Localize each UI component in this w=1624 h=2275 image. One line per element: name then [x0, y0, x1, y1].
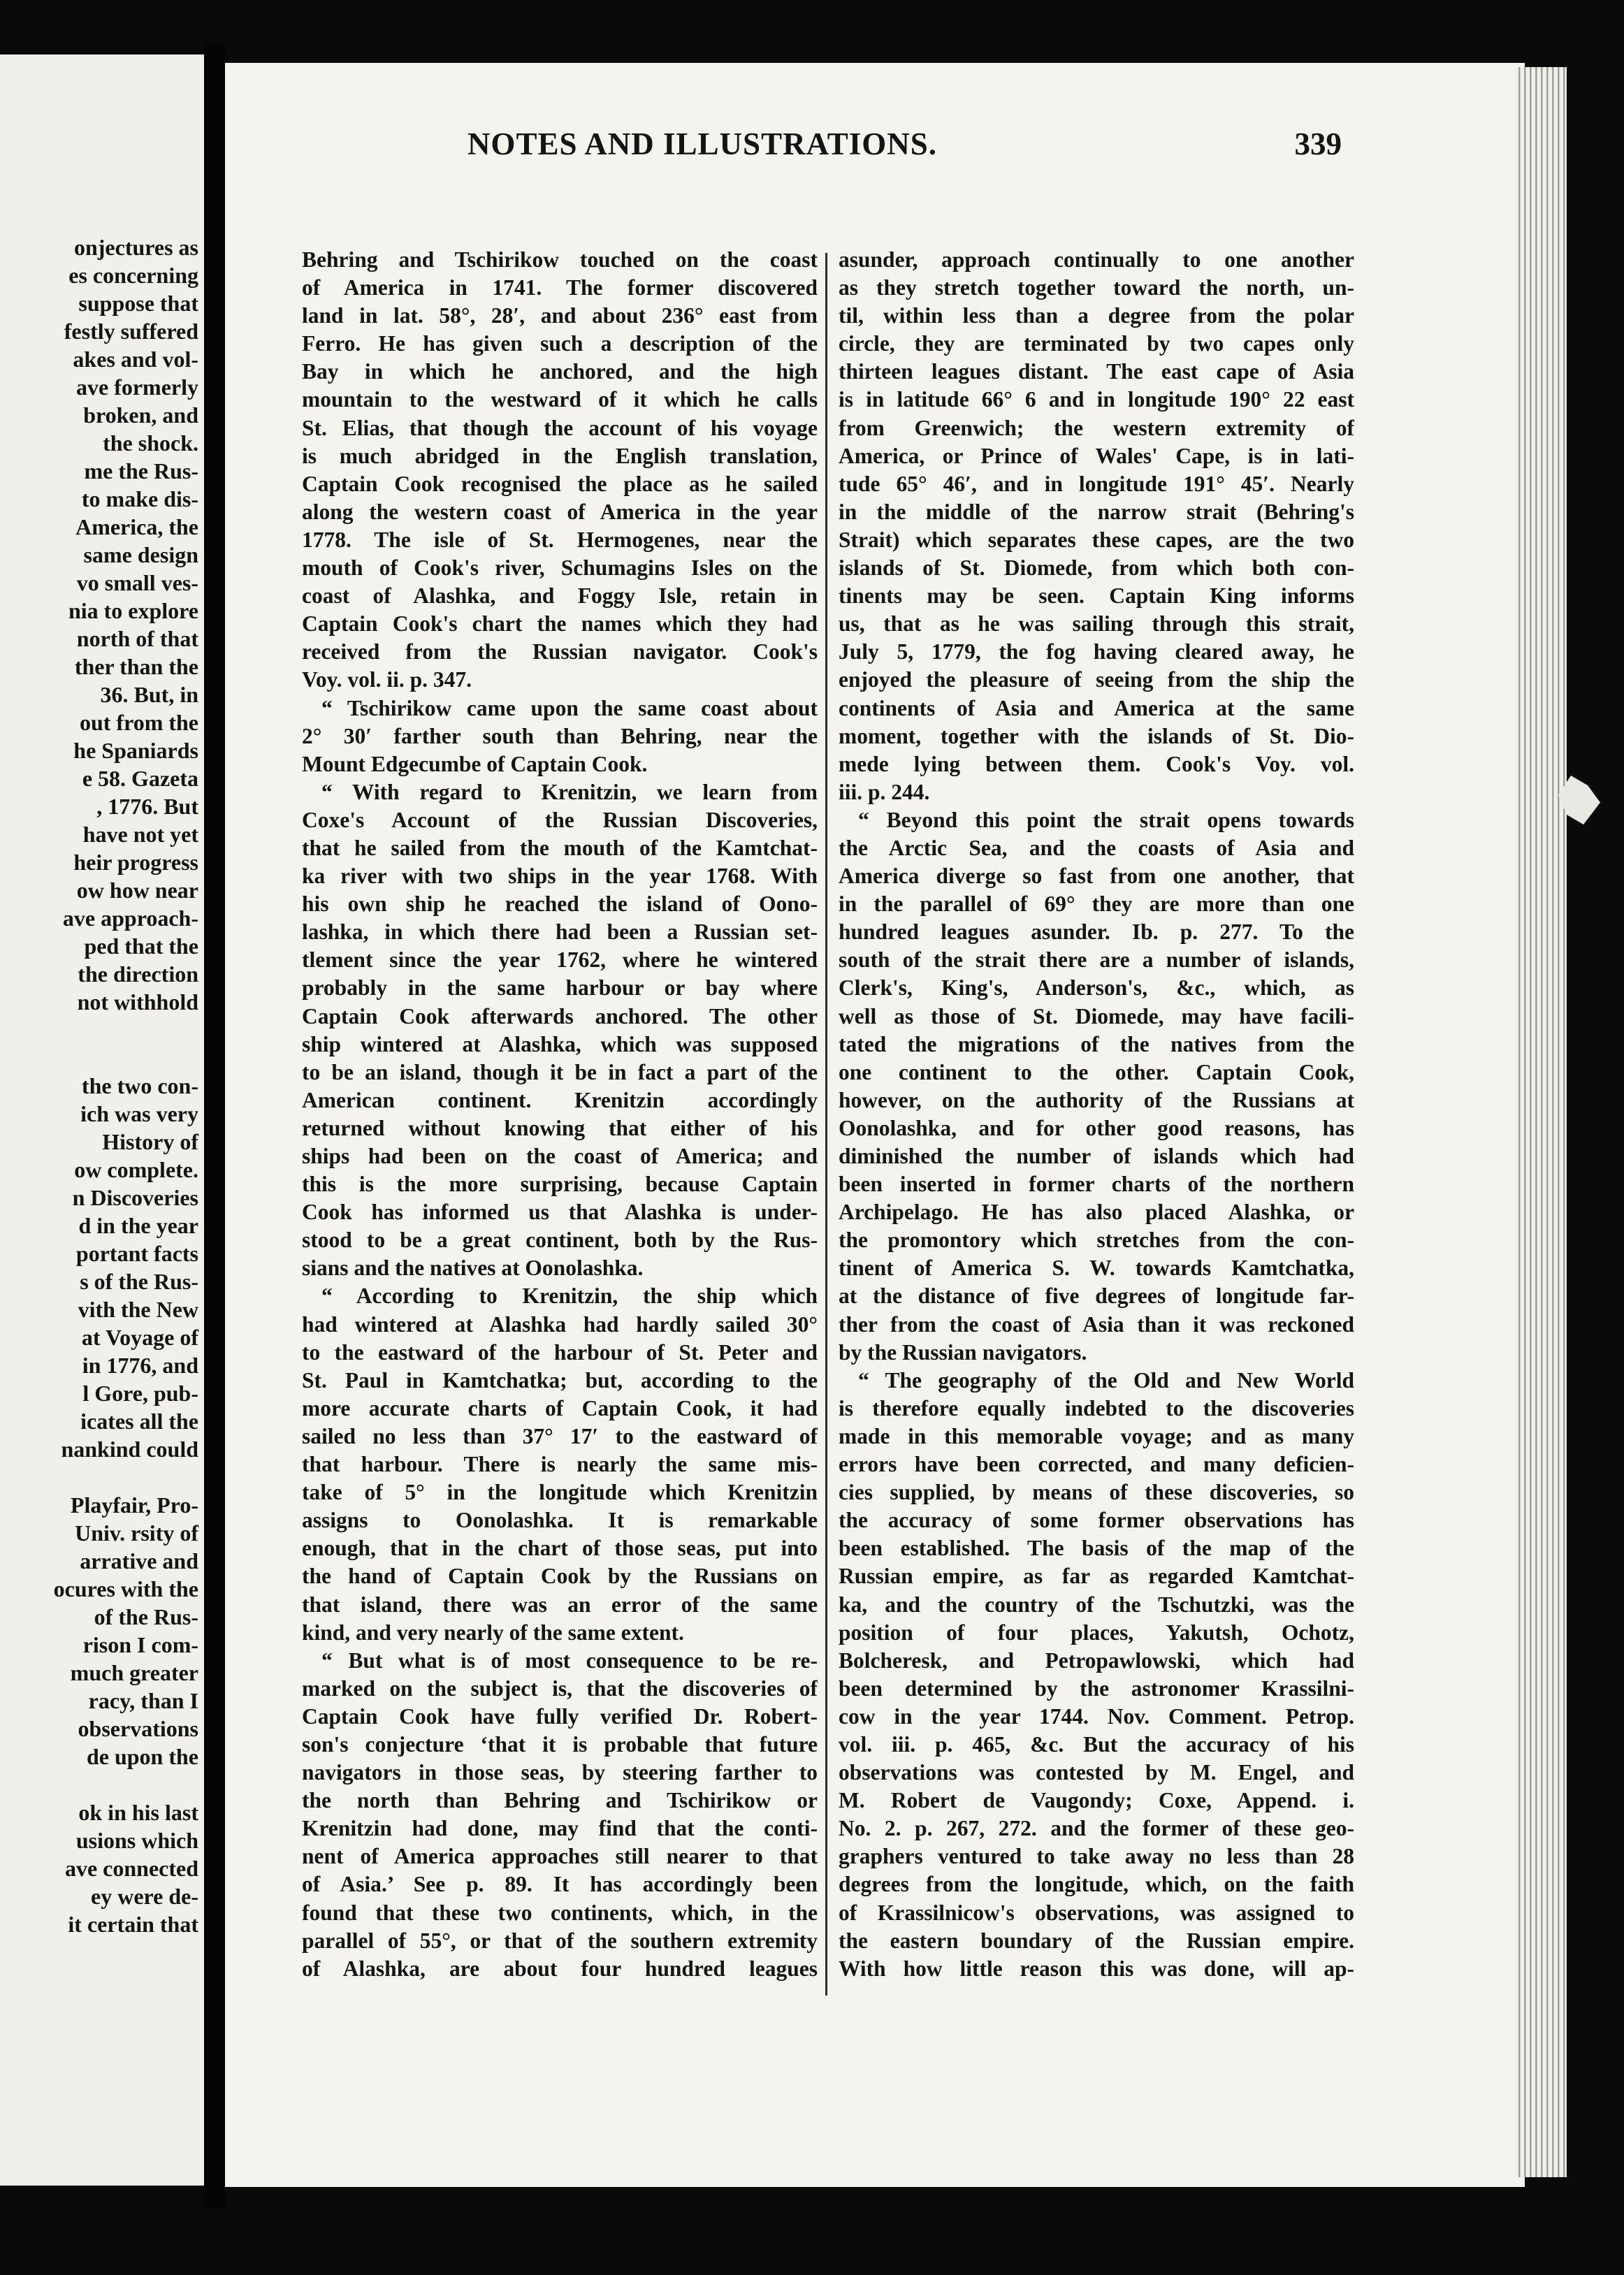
text-line: to the eastward of the harbour of St. Peter and — [302, 1339, 818, 1365]
facing-page-line: ocures with the — [53, 1576, 198, 1601]
text-line: Captain Cook recognised the place as he sailed — [302, 471, 818, 496]
text-line: stood to be a great continent, both by the Rus- — [302, 1228, 818, 1253]
facing-page-line: the two con- — [81, 1073, 198, 1098]
facing-page-line: nankind could — [61, 1437, 198, 1462]
text-line: “ Beyond this point the strait opens towards — [858, 807, 1354, 832]
text-line: mouth of Cook's river, Schumagins Isles on the — [302, 555, 818, 581]
text-line: that he sailed from the mouth of the Kamtchat- — [302, 835, 818, 860]
text-line: Voy. vol. ii. p. 347. — [302, 667, 472, 692]
facing-page-line: onjectures as — [73, 235, 198, 260]
text-line: Coxe's Account of the Russian Discoveries, — [302, 807, 818, 832]
text-line: returned without knowing that either of his — [302, 1115, 818, 1140]
text-line: lashka, in which there had been a Russian set- — [302, 920, 818, 945]
facing-page-line: me the Rus- — [84, 458, 198, 484]
facing-page-line: de upon the — [86, 1744, 198, 1769]
text-line: been established. The basis of the map of the — [839, 1536, 1354, 1561]
text-line: sailed no less than 37° 17′ to the eastward of — [302, 1423, 818, 1448]
text-line: this is the more surprising, because Captain — [302, 1172, 818, 1197]
text-line: America diverge so fast from one another, that — [839, 864, 1354, 889]
page-edges — [1515, 67, 1567, 2177]
text-line: cies supplied, by means of these discoveries, so — [839, 1480, 1354, 1505]
text-line: assigns to Oonolashka. It is remarkable — [302, 1508, 818, 1533]
text-line: however, on the authority of the Russians at — [839, 1087, 1354, 1112]
text-line: tated the migrations of the natives from the — [839, 1031, 1354, 1056]
text-line: of Asia.’ See p. 89. It has accordingly been — [302, 1872, 818, 1897]
text-line: diminished the number of islands which had — [839, 1144, 1354, 1168]
text-line: observations was contested by M. Engel, and — [839, 1760, 1354, 1785]
text-line: graphers ventured to take away no less than 28 — [839, 1844, 1354, 1869]
text-line: St. Elias, that though the account of his voyage — [302, 415, 818, 440]
text-line: ka, and the country of the Tschutzki, was the — [839, 1592, 1354, 1617]
text-line: vol. iii. p. 465, &c. But the accuracy of his — [839, 1731, 1354, 1757]
text-column-right — [839, 246, 1354, 1983]
text-line: of Alashka, are about four hundred leagues — [302, 1956, 818, 1981]
facing-page-text — [0, 233, 198, 1938]
facing-page-line: vith the New — [78, 1297, 198, 1322]
facing-page-line: ow complete. — [74, 1157, 198, 1182]
facing-page-line: ow how near — [76, 878, 198, 903]
facing-page-line: , 1776. But — [96, 794, 198, 819]
facing-page-line: have not yet — [82, 822, 198, 847]
facing-page-line: festly suffered — [64, 319, 198, 344]
text-line: Bay in which he anchored, and the high — [302, 359, 818, 384]
text-line: by the Russian navigators. — [839, 1339, 1087, 1365]
text-line: in the parallel of 69° they are more than one — [839, 892, 1354, 917]
facing-page-line: ave connected — [64, 1856, 198, 1881]
facing-page-line: heir progress — [73, 850, 198, 875]
text-line: kind, and very nearly of the same extent. — [302, 1620, 684, 1645]
facing-page-line: e 58. Gazeta — [82, 766, 198, 791]
facing-page-line: n Discoveries — [72, 1185, 198, 1210]
text-line: ships had been on the coast of America; and — [302, 1144, 818, 1168]
text-line: “ According to Krenitzin, the ship which — [321, 1284, 818, 1309]
facing-page-line: racy, than I — [88, 1688, 198, 1713]
text-line: ship wintered at Alashka, which was supposed — [302, 1031, 818, 1056]
facing-page-line: to make dis- — [81, 486, 198, 511]
facing-page-line: History of — [102, 1129, 198, 1154]
facing-page-line: portant facts — [75, 1241, 198, 1266]
text-line: “ Tschirikow came upon the same coast about — [321, 695, 818, 720]
text-line: til, within less than a degree from the polar — [839, 303, 1354, 328]
text-line: had wintered at Alashka had hardly sailed 30° — [302, 1311, 818, 1337]
text-line: No. 2. p. 267, 272. and the former of these geo- — [839, 1816, 1354, 1841]
text-line: circle, they are terminated by two capes only — [839, 331, 1354, 356]
text-line: Bolcheresk, and Petropawlowski, which had — [839, 1648, 1354, 1673]
text-line: parallel of 55°, or that of the southern extremity — [302, 1928, 818, 1953]
facing-page-line — [0, 1044, 198, 1072]
facing-page-line: out from the — [79, 710, 198, 735]
text-line: the accuracy of some former observations has — [839, 1508, 1354, 1533]
text-line: asunder, approach continually to one another — [839, 247, 1354, 272]
text-line: tude 65° 46′, and in longitude 191° 45′. Nearly — [839, 471, 1354, 496]
text-line: islands of St. Diomede, from which both con- — [839, 555, 1354, 581]
text-line: degrees from the longitude, which, on the faith — [839, 1872, 1354, 1897]
text-line: Captain Cook have fully verified Dr. Robert- — [302, 1703, 818, 1729]
text-line: cow in the year 1744. Nov. Comment. Petrop. — [839, 1703, 1354, 1729]
text-line: continents of Asia and America at the same — [839, 695, 1354, 720]
text-line: land in lat. 58°, 28′, and about 236° east from — [302, 303, 818, 328]
text-line: errors have been corrected, and many deficien- — [839, 1452, 1354, 1477]
text-line: iii. p. 244. — [839, 779, 930, 804]
facing-page-line: arrative and — [80, 1548, 198, 1573]
text-line: found that these two continents, which, in the — [302, 1900, 818, 1925]
text-line: of Krassilnicow's observations, was assigned to — [839, 1900, 1354, 1925]
facing-page-line: not withhold — [77, 989, 198, 1015]
text-line: us, that as he was sailing through this strait, — [839, 611, 1354, 637]
text-line: received from the Russian navigator. Cook's — [302, 639, 818, 664]
facing-page-line: of the Rus- — [94, 1604, 198, 1629]
facing-page-line: l Gore, pub- — [82, 1381, 198, 1406]
text-line: American continent. Krenitzin accordingly — [302, 1087, 818, 1112]
running-head: NOTES AND ILLUSTRATIONS. — [467, 126, 938, 161]
text-line: M. Robert de Vaugondy; Coxe, Append. i. — [839, 1788, 1354, 1813]
facing-page-line: Univ. rsity of — [75, 1520, 198, 1546]
facing-page-line: akes and vol- — [73, 347, 198, 372]
facing-page-line: Playfair, Pro- — [70, 1492, 198, 1518]
text-line: America, or Prince of Wales' Cape, is in lati- — [839, 443, 1354, 468]
text-line: the Arctic Sea, and the coasts of Asia and — [839, 835, 1354, 860]
text-line: Strait) which separates these capes, are the two — [839, 527, 1354, 552]
text-line: sians and the natives at Oonolashka. — [302, 1256, 644, 1281]
text-line: that island, there was an error of the same — [302, 1592, 818, 1617]
text-line: ther from the coast of Asia than it was reckoned — [839, 1311, 1354, 1337]
text-line: is therefore equally indebted to the discoveries — [839, 1395, 1354, 1420]
book-gutter — [204, 42, 225, 2208]
facing-page-line: ey were de- — [91, 1884, 198, 1909]
facing-page-line: icates all the — [80, 1409, 198, 1434]
text-line: from Greenwich; the western extremity of — [839, 415, 1354, 440]
facing-page-line: same design — [83, 542, 198, 567]
text-line: of America in 1741. The former discovered — [302, 275, 818, 300]
text-line: marked on the subject is, that the discoveries of — [302, 1676, 818, 1701]
text-line: probably in the same harbour or bay where — [302, 975, 818, 1001]
text-line: more accurate charts of Captain Cook, it had — [302, 1395, 818, 1420]
text-line: is much abridged in the English translation, — [302, 443, 818, 468]
text-line: enjoyed the pleasure of seeing from the ship the — [839, 667, 1354, 692]
facing-page-line: at Voyage of — [81, 1325, 198, 1350]
facing-page-line: ave formerly — [75, 375, 198, 400]
facing-page-line: much greater — [70, 1660, 198, 1685]
facing-page-line — [0, 1771, 198, 1798]
facing-page-line — [0, 1463, 198, 1491]
text-line: tlement since the year 1762, where he wintered — [302, 947, 818, 973]
text-line: Captain Cook's chart the names which they had — [302, 611, 818, 637]
text-line: hundred leagues asunder. Ib. p. 277. To the — [839, 920, 1354, 945]
page-number: 339 — [1294, 126, 1342, 161]
text-line: son's conjecture ‘that it is probable that future — [302, 1731, 818, 1757]
text-line: tinent of America S. W. towards Kamtchatka, — [839, 1256, 1354, 1281]
text-line: navigators in those seas, by steering farther to — [302, 1760, 818, 1785]
facing-page-line: 36. But, in — [100, 682, 198, 707]
text-line: the eastern boundary of the Russian empire. — [839, 1928, 1354, 1953]
text-line: that harbour. There is nearly the same mis- — [302, 1452, 818, 1477]
facing-page-line: ich was very — [80, 1101, 198, 1126]
text-line: Behring and Tschirikow touched on the coast — [302, 247, 818, 272]
text-line: Captain Cook afterwards anchored. The other — [302, 1003, 818, 1029]
facing-page-line: ther than the — [74, 654, 198, 679]
text-line: Russian empire, as far as regarded Kamtchat- — [839, 1564, 1354, 1589]
facing-page-line: he Spaniards — [73, 738, 198, 763]
facing-page-line: ave approach- — [62, 906, 198, 931]
text-line: made in this memorable voyage; and as many — [839, 1423, 1354, 1448]
text-line: been inserted in former charts of the northern — [839, 1172, 1354, 1197]
text-line: well as those of St. Diomede, may have facili- — [839, 1003, 1354, 1029]
facing-page-line: usions which — [75, 1828, 198, 1853]
text-line: as they stretch together toward the north, un- — [839, 275, 1354, 300]
text-line: tinents may be seen. Captain King informs — [839, 583, 1354, 609]
text-line: Krenitzin had done, may find that the conti- — [302, 1816, 818, 1841]
text-line: at the distance of five degrees of longitude far- — [839, 1284, 1354, 1309]
text-line: moment, together with the islands of St. Dio- — [839, 723, 1354, 748]
facing-page-line: s of the Rus- — [80, 1269, 198, 1294]
text-line: mountain to the westward of it which he calls — [302, 387, 818, 412]
text-line: “ But what is of most consequence to be re- — [321, 1648, 818, 1673]
text-line: Archipelago. He has also placed Alashka, or — [839, 1200, 1354, 1225]
facing-page-line: the direction — [78, 961, 198, 987]
text-line: nent of America approaches still nearer to that — [302, 1844, 818, 1869]
facing-page-line: suppose that — [78, 291, 198, 316]
facing-page-line — [0, 1016, 198, 1044]
facing-page-line: it certain that — [68, 1912, 198, 1937]
text-line: the north than Behring and Tschirikow or — [302, 1788, 818, 1813]
facing-page-line: in 1776, and — [82, 1353, 198, 1378]
facing-page-line: broken, and — [83, 402, 198, 428]
facing-page-line: observations — [78, 1716, 198, 1741]
facing-page-line: vo small ves- — [76, 570, 198, 595]
facing-page-line: es concerning — [68, 263, 198, 288]
column-rule — [825, 253, 827, 1996]
text-line: to be an island, though it be in fact a part of the — [302, 1059, 818, 1084]
text-line: in the middle of the narrow strait (Behring's — [839, 499, 1354, 524]
text-line: “ With regard to Krenitzin, we learn from — [321, 779, 818, 804]
facing-page-fragment — [0, 54, 204, 2186]
text-line: mede lying between them. Cook's Voy. vol. — [839, 751, 1354, 776]
text-column-left — [302, 246, 818, 1983]
text-line: Cook has informed us that Alashka is under- — [302, 1200, 818, 1225]
text-line: St. Paul in Kamtchatka; but, according to the — [302, 1367, 818, 1393]
facing-page-line: nia to explore — [68, 598, 198, 623]
facing-page-line: America, the — [75, 514, 198, 539]
text-line: Oonolashka, and for other good reasons, has — [839, 1115, 1354, 1140]
text-line: enough, that in the chart of those seas, put into — [302, 1536, 818, 1561]
text-line: the promontory which stretches from the con- — [839, 1228, 1354, 1253]
text-line: along the western coast of America in the year — [302, 499, 818, 524]
facing-page-line: ok in his last — [78, 1800, 198, 1825]
text-line: “ The geography of the Old and New World — [858, 1367, 1354, 1393]
text-line: is in latitude 66° 6 and in longitude 190° 22 east — [839, 387, 1354, 412]
text-line: thirteen leagues distant. The east cape of Asia — [839, 359, 1354, 384]
facing-page-line: north of that — [76, 626, 198, 651]
text-line: Mount Edgecumbe of Captain Cook. — [302, 751, 648, 776]
text-line: July 5, 1779, the fog having cleared away, he — [839, 639, 1354, 664]
text-line: his own ship he reached the island of Oono- — [302, 892, 818, 917]
text-line: position of four places, Yakutsh, Ochotz, — [839, 1620, 1354, 1645]
text-line: take of 5° in the longitude which Krenitzin — [302, 1480, 818, 1505]
text-line: 2° 30′ farther south than Behring, near the — [302, 723, 818, 748]
text-line: one continent to the other. Captain Cook, — [839, 1059, 1354, 1084]
text-line: the hand of Captain Cook by the Russians on — [302, 1564, 818, 1589]
text-line: 1778. The isle of St. Hermogenes, near the — [302, 527, 818, 552]
facing-page-line: ped that the — [84, 933, 198, 959]
text-line: ka river with two ships in the year 1768. With — [302, 864, 818, 889]
text-line: been determined by the astronomer Krassilni- — [839, 1676, 1354, 1701]
facing-page-line: d in the year — [78, 1213, 198, 1238]
facing-page-line: the shock. — [103, 430, 198, 456]
text-line: Clerk's, King's, Anderson's, &c., which, as — [839, 975, 1354, 1001]
facing-page-line: rison I com- — [82, 1632, 198, 1657]
text-line: south of the strait there are a number of islands, — [839, 947, 1354, 973]
text-line: With how little reason this was done, will ap- — [839, 1956, 1354, 1981]
text-line: Ferro. He has given such a description of the — [302, 331, 818, 356]
text-line: coast of Alashka, and Foggy Isle, retain in — [302, 583, 818, 609]
